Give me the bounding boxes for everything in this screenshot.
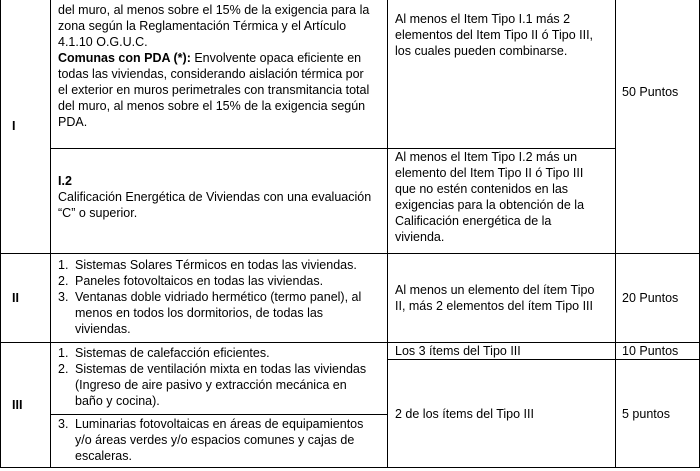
text-line: PDA. — [58, 115, 88, 129]
text-line: del muro, al menos sobre el 15% de la exigencia según — [58, 99, 366, 113]
list-item: 2. Paneles fotovoltaicos en todas las viviendas. — [58, 274, 324, 288]
points-cell — [616, 343, 700, 360]
text-line: exigencias para la obtención de la — [395, 198, 585, 212]
tipo-cell — [1, 0, 51, 254]
text-line: Calificación energética de la — [395, 214, 552, 228]
text-line: II, más 2 elementos del ítem Tipo III — [395, 299, 594, 313]
tipo-cell — [1, 343, 51, 468]
points-label: 5 puntos — [622, 406, 670, 421]
requirement-cell — [388, 360, 616, 468]
text-line: el exterior en muros perimetrales con transmitancia total — [58, 83, 370, 97]
text-line: Al menos el Item Tipo I.2 más un — [395, 150, 578, 164]
text-line: que no estén contenidos en las — [395, 182, 569, 196]
description-cell — [51, 0, 388, 149]
tipo-label: III — [12, 398, 23, 412]
list-item: 1. Sistemas Solares Térmicos en todas las viviendas. — [58, 258, 357, 272]
tipo-label: II — [12, 291, 19, 305]
points-label: 50 Puntos — [622, 85, 679, 99]
text-line: Calificación Energética de Viviendas con una evaluación — [58, 190, 372, 204]
text-line: 2 de los ítems del Tipo III — [395, 406, 534, 421]
text-line: Al menos el Item Tipo I.1 más 2 — [395, 12, 571, 26]
points-cell — [616, 360, 700, 468]
description-cell — [51, 343, 388, 415]
requirement-cell — [388, 343, 616, 360]
requirement-cell — [388, 254, 616, 343]
requirement-cell — [388, 0, 616, 149]
text-line: zona según la Reglamentación Térmica y el Artículo — [58, 19, 347, 33]
requirement-cell — [388, 149, 616, 254]
text-line: Al menos un elemento del ítem Tipo — [395, 283, 595, 297]
table-row — [1, 254, 700, 343]
text-line: elemento del Item Tipo II ó Tipo III — [395, 166, 584, 180]
points-cell — [616, 254, 700, 343]
points-cell — [616, 0, 700, 254]
table-row — [1, 149, 700, 254]
description-cell — [51, 415, 388, 468]
points-label: 10 Puntos — [622, 344, 679, 358]
points-label: 20 Puntos — [622, 291, 679, 305]
description-cell — [51, 149, 388, 254]
text-line: 4.1.10 O.G.U.C. — [58, 35, 148, 49]
list-item: 2. Sistemas de ventilación mixta en todas las viviendas (Ingreso de aire pasivo y extracción mecánica en baño y cocina). — [58, 362, 367, 408]
item-code: I.2 — [58, 174, 72, 188]
description-cell — [51, 254, 388, 343]
text-line: “C” o superior. — [58, 206, 138, 220]
table-row — [1, 343, 700, 360]
tipo-cell — [1, 254, 51, 343]
list-item: 3. Luminarias fotovoltaicas en áreas de equipamientos y/o áreas verdes y/o espacios comunes y cajas de escaleras. — [58, 417, 364, 463]
tipo-label: I — [12, 119, 16, 133]
text-line: Envolvente opaca eficiente en — [190, 51, 362, 65]
text-line: elementos del Item Tipo II ó Tipo III, — [395, 28, 594, 42]
list-item: 3. Ventanas doble vidriado hermético (termo panel), al menos en todos los dormitorios, de todas las viviendas. — [58, 290, 362, 336]
text-line: Los 3 ítems del Tipo III — [395, 344, 521, 358]
pda-heading: Comunas con PDA (*): — [58, 51, 191, 65]
text-line: los cuales pueden combinarse. — [395, 44, 568, 58]
table-row — [1, 0, 700, 149]
text-line: del muro, al menos sobre el 15% de la exigencia para la — [58, 3, 370, 17]
text-line: vivienda. — [395, 230, 445, 244]
text-line: todas las viviendas, considerando aislación térmica por — [58, 67, 364, 81]
list-item: 1. Sistemas de calefacción eficientes. — [58, 346, 270, 360]
